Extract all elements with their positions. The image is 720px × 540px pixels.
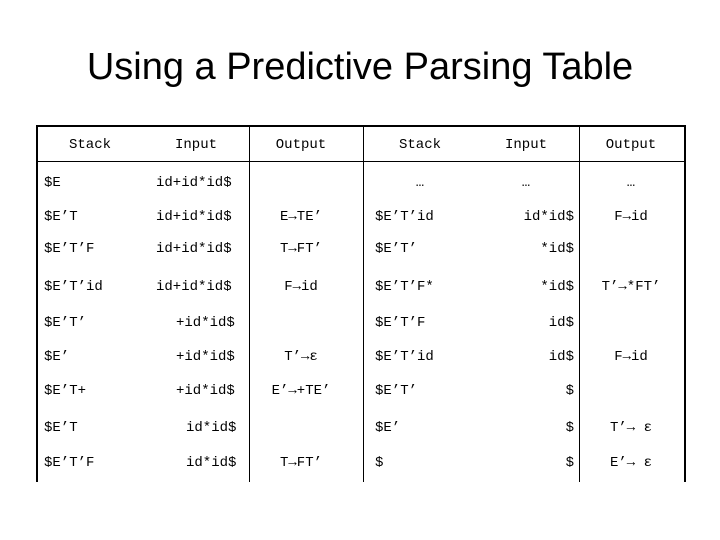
stack-cell: $E	[44, 175, 61, 191]
output-cell: T→FT’	[279, 241, 322, 257]
stack-cell: $E’T’id	[375, 349, 434, 365]
output-cell: F→id	[614, 349, 648, 365]
stack-cell: $E’T’id	[44, 279, 103, 295]
stack-cell: $E’T’	[44, 315, 87, 331]
stack-cell: $E’	[375, 420, 401, 436]
output-cell: …	[626, 175, 636, 191]
stack-cell: $E’T’F	[375, 315, 426, 331]
input-cell: id+id*id$	[156, 241, 232, 257]
input-cell: +id*id$	[176, 315, 235, 331]
output-cell: E’→ ε	[609, 455, 652, 471]
column-header: Input	[174, 137, 217, 153]
parsing-table	[36, 125, 686, 482]
column-header: Stack	[68, 137, 111, 153]
input-cell: id*id$	[523, 209, 574, 225]
output-cell: T’→ ε	[609, 420, 652, 436]
input-cell: $	[565, 383, 574, 399]
stack-cell: $E’	[44, 349, 70, 365]
input-cell: id*id$	[186, 455, 237, 471]
stack-cell: …	[415, 175, 425, 191]
input-cell: id$	[548, 349, 574, 365]
slide-title: Using a Predictive Parsing Table	[86, 46, 634, 88]
stack-cell: $E’T	[44, 420, 78, 436]
column-header: Output	[605, 137, 657, 153]
input-cell: +id*id$	[176, 349, 235, 365]
stack-cell: $E’T+	[44, 383, 87, 399]
stack-cell: $E’T	[44, 209, 78, 225]
input-cell: $	[565, 420, 574, 436]
input-cell: id+id*id$	[156, 175, 232, 191]
output-cell: F→id	[614, 209, 648, 225]
stack-cell: $E’T’F	[44, 241, 95, 257]
stack-cell: $E’T’	[375, 241, 418, 257]
input-cell: $	[565, 455, 574, 471]
header-divider	[36, 161, 686, 162]
input-cell: *id$	[540, 279, 574, 295]
input-cell: +id*id$	[176, 383, 235, 399]
stack-cell: $E’T’F*	[375, 279, 434, 295]
stack-cell: $E’T’	[375, 383, 418, 399]
input-cell: *id$	[540, 241, 574, 257]
output-cell: E→TE’	[279, 209, 322, 225]
input-cell: id*id$	[186, 420, 237, 436]
input-cell: id$	[548, 315, 574, 331]
column-header: Input	[504, 137, 547, 153]
column-divider	[249, 127, 250, 482]
output-cell: T→FT’	[279, 455, 322, 471]
stack-cell: $E’T’id	[375, 209, 434, 225]
output-cell: T’→ε	[284, 349, 318, 365]
input-cell: id+id*id$	[156, 209, 232, 225]
output-cell: T’→*FT’	[601, 279, 661, 295]
column-header: Stack	[398, 137, 441, 153]
output-cell: E’→+TE’	[271, 383, 331, 399]
input-cell: id+id*id$	[156, 279, 232, 295]
output-cell: F→id	[284, 279, 318, 295]
stack-cell: $E’T’F	[44, 455, 95, 471]
stack-cell: $	[375, 455, 384, 471]
column-header: Output	[275, 137, 327, 153]
input-cell: …	[521, 175, 531, 191]
